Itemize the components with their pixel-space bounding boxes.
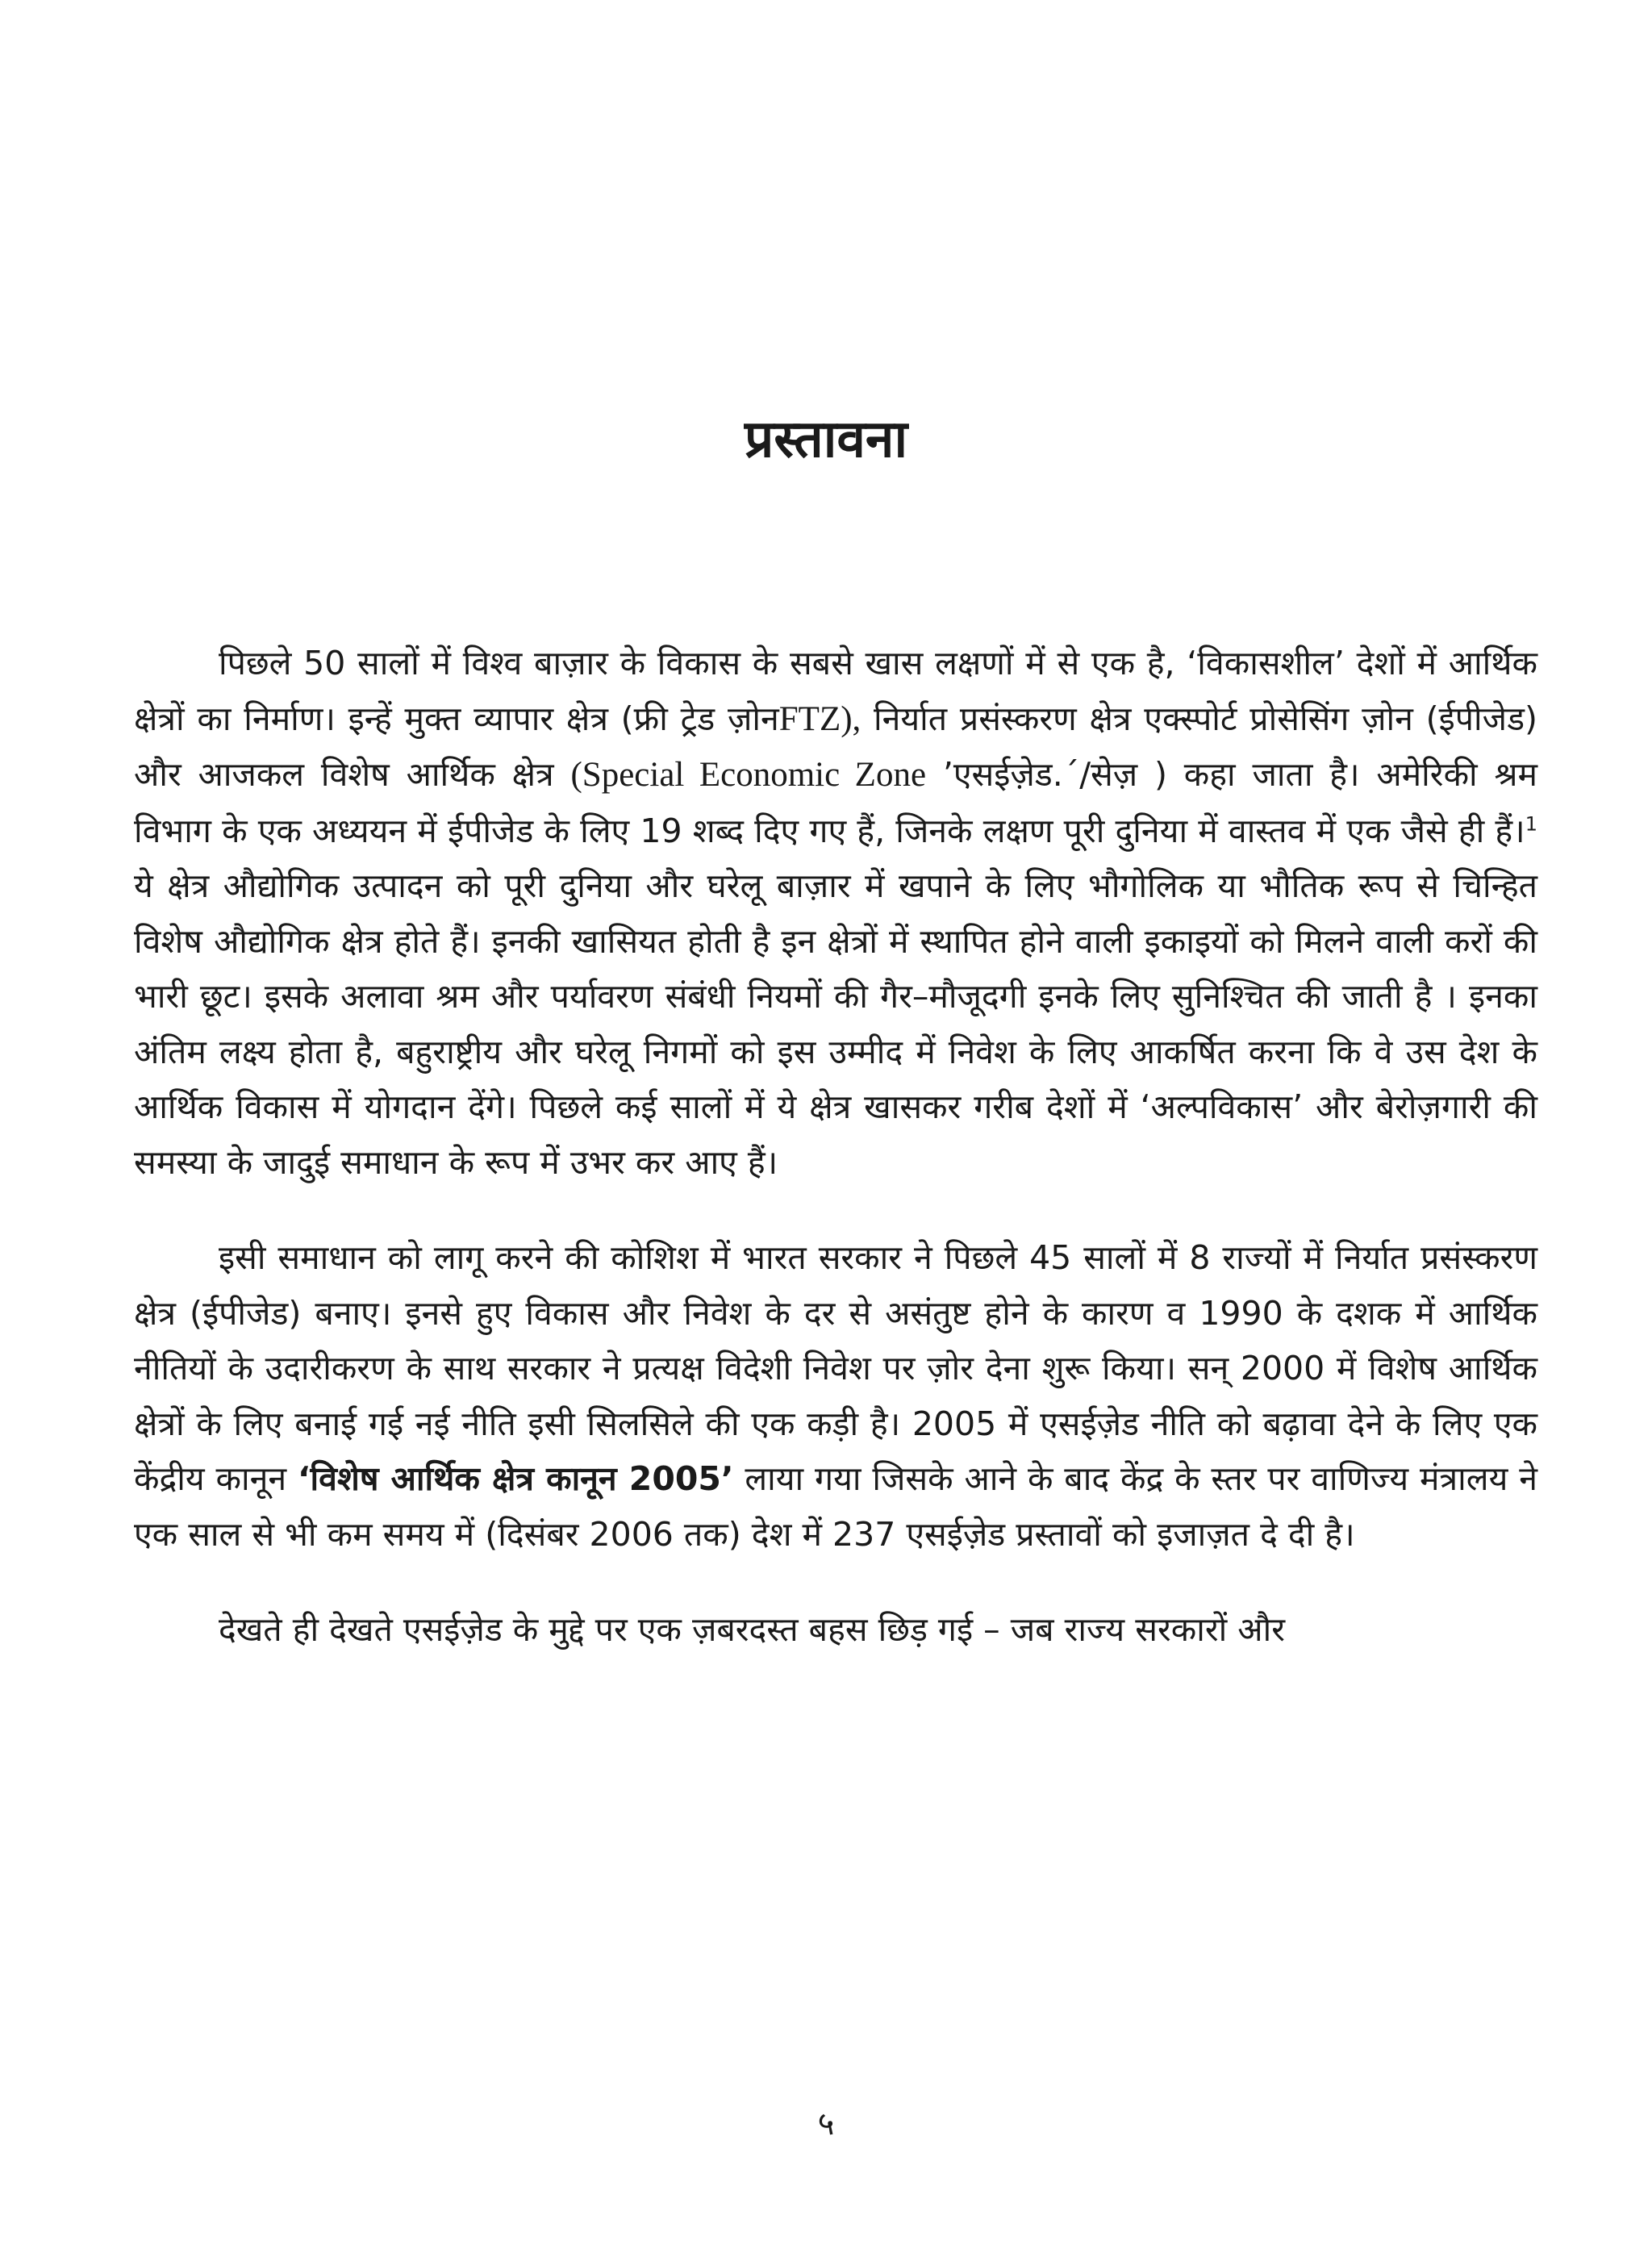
body-text [134, 636, 1537, 1698]
page-number: ५ [817, 2105, 835, 2143]
paragraph-2-law-name: ‘विशेष आर्थिक क्षेत्र कानून 2005’ [297, 1459, 734, 1498]
page-title: प्रस्तावना [744, 410, 908, 469]
paragraph-3 [134, 1602, 1537, 1658]
paragraph-1-sez-english: (Special Economic Zone [570, 756, 927, 794]
paragraph-1-text-a: पिछले 50 सालों में विश्व बाज़ार के विकास के सबसे खास लक्षणों में से एक है, ‘विकासशील’ देशों में आर्थिक क्षेत्रों का निर्माण। इन्हें मुक्त व्यापार क्षेत्र (फ्री ट्रेड ज़ोन [134, 644, 1537, 738]
paragraph-1 [134, 636, 1537, 1190]
paragraph-2 [134, 1230, 1537, 1562]
paragraph-2-text-b: लाया गया जिसके आने के बाद केंद्र के स्तर पर वाणिज्य मंत्रालय ने एक साल से भी कम समय में (दिसंबर 2006 तक) देश में 237 एसईज़ेड प्रस्तावों को इजाज़त दे दी है। [134, 1459, 1537, 1554]
paragraph-1-ftz: FTZ), [778, 699, 861, 738]
footnote-reference: 1 [1525, 812, 1537, 835]
paragraph-1-text-b: निर्यात प्रसंस्करण क्षेत्र एक्स्पोर्ट प्रोसेसिंग ज़ोन (ईपीजेड) और आजकल विशेष आर्थिक क्षेत्र [134, 699, 1537, 794]
paragraph-2-text-a: इसी समाधान को लागू करने की कोशिश में भारत सरकार ने पिछले 45 सालों में 8 राज्यों में निर्यात प्रसंस्करण क्षेत्र (ईपीजेड) बनाए। इनसे हुए विकास और निवेश के दर से असंतुष्ट होने के कारण व 1990 के दशक में आर्थिक नीतियों के उदारीकरण के साथ सरकार ने प्रत्यक्ष विदेशी निवेश पर ज़ोर देना शुरू किया। सन् 2000 में विशेष आर्थिक क्षेत्रों के लिए बनाई गई नई नीति इसी सिलसिले की एक कड़ी है। 2005 में एसईज़ेड नीति को बढ़ावा देने के लिए एक केंद्रीय कानून [134, 1238, 1537, 1498]
paragraph-1-text-d: ये क्षेत्र औद्योगिक उत्पादन को पूरी दुनिया और घरेलू बाज़ार में खपाने के लिए भौगोलिक या भौतिक रूप से चिन्हित विशेष औद्योगिक क्षेत्र होते हैं। इनकी खासियत होती है इन क्षेत्रों में स्थापित होने वाली इकाइयों को मिलने वाली करों की भारी छूट। इसके अलावा श्रम और पर्यावरण संबंधी नियमों की गैर–मौजूदगी इनके लिए सुनिश्चित की जाती है । इनका अंतिम लक्ष्य होता है, बहुराष्ट्रीय और घरेलू निगमों को इस उम्मीद में निवेश के लिए आकर्षित करना कि वे उस देश के आर्थिक विकास में योगदान देंगे। पिछले कई सालों में ये क्षेत्र खासकर गरीब देशों में ‘अल्पविकास’ और बेरोज़गारी की समस्या के जादुई समाधान के रूप में उभर कर आए हैं। [134, 866, 1537, 1182]
paragraph-1-text-c: ’एसईज़ेड.´/सेज़ ) कहा जाता है। अमेरिकी श्रम विभाग के एक अध्ययन में ईपीजेड के लिए 19 शब्द दिए गए हैं, जिनके लक्षण पूरी दुनिया में वास्तव में एक जैसे ही हैं। [134, 755, 1538, 850]
paragraph-3-text: देखते ही देखते एसईज़ेड के मुद्दे पर एक ज़बरदस्त बहस छिड़ गई – जब राज्य सरकारों और [219, 1610, 1285, 1649]
